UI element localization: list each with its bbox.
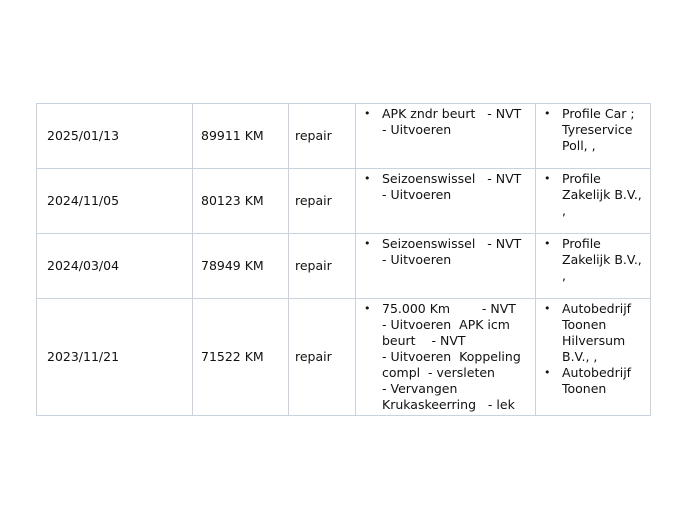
- service-date: 2023/11/21: [37, 299, 193, 416]
- table-row: [37, 299, 651, 416]
- garage-item-text: Autobedrijf Toonen Hilversum B.V., ,: [562, 301, 636, 364]
- service-type: repair: [289, 299, 356, 416]
- service-type: repair: [289, 169, 356, 234]
- garage-item-text: Profile Zakelijk B.V., ,: [562, 171, 646, 218]
- garage-item: [542, 171, 646, 219]
- garage-item: [542, 365, 646, 397]
- work-item-text: APK zndr beurt - NVT - Uitvoeren: [382, 106, 522, 137]
- bullet-icon: •: [544, 237, 551, 250]
- work-performed-cell: [356, 299, 536, 416]
- work-item: [362, 236, 531, 268]
- work-performed-cell: [356, 169, 536, 234]
- service-mileage: 89911 KM: [193, 104, 289, 169]
- work-item-text: Seizoenswissel - NVT - Uitvoeren: [382, 171, 522, 202]
- work-performed-cell: [356, 104, 536, 169]
- bullet-icon: •: [364, 172, 371, 185]
- garage-cell: [536, 234, 651, 299]
- service-date: 2024/03/04: [37, 234, 193, 299]
- garage-cell: [536, 104, 651, 169]
- work-item-text: 75.000 Km - NVT - Uitvoeren APK icm beurt - NVT - Uitvoeren Koppeling compl - versleten - Vervangen Krukaskeerring - lek: [382, 301, 521, 412]
- work-item: [362, 171, 531, 203]
- bullet-icon: •: [544, 107, 551, 120]
- bullet-icon: •: [364, 237, 371, 250]
- service-mileage: 78949 KM: [193, 234, 289, 299]
- garage-item: [542, 106, 646, 154]
- service-type: repair: [289, 104, 356, 169]
- bullet-icon: •: [544, 366, 551, 379]
- maintenance-history-table: [36, 103, 651, 416]
- bullet-icon: •: [544, 172, 551, 185]
- table-row: [37, 234, 651, 299]
- work-item-text: Seizoenswissel - NVT - Uitvoeren: [382, 236, 522, 267]
- garage-cell: [536, 169, 651, 234]
- bullet-icon: •: [364, 107, 371, 120]
- service-type: repair: [289, 234, 356, 299]
- service-date: 2025/01/13: [37, 104, 193, 169]
- garage-item-text: Profile Car ; Tyreservice Poll, ,: [562, 106, 639, 153]
- garage-item: [542, 301, 646, 365]
- work-item: [362, 301, 531, 413]
- service-mileage: 80123 KM: [193, 169, 289, 234]
- garage-item-text: Autobedrijf Toonen: [562, 365, 636, 396]
- table-row: [37, 104, 651, 169]
- table-row: [37, 169, 651, 234]
- work-item: [362, 106, 531, 138]
- garage-cell: [536, 299, 651, 416]
- work-performed-cell: [356, 234, 536, 299]
- bullet-icon: •: [364, 302, 371, 315]
- service-date: 2024/11/05: [37, 169, 193, 234]
- bullet-icon: •: [544, 302, 551, 315]
- garage-item-text: Profile Zakelijk B.V., ,: [562, 236, 646, 283]
- garage-item: [542, 236, 646, 284]
- service-mileage: 71522 KM: [193, 299, 289, 416]
